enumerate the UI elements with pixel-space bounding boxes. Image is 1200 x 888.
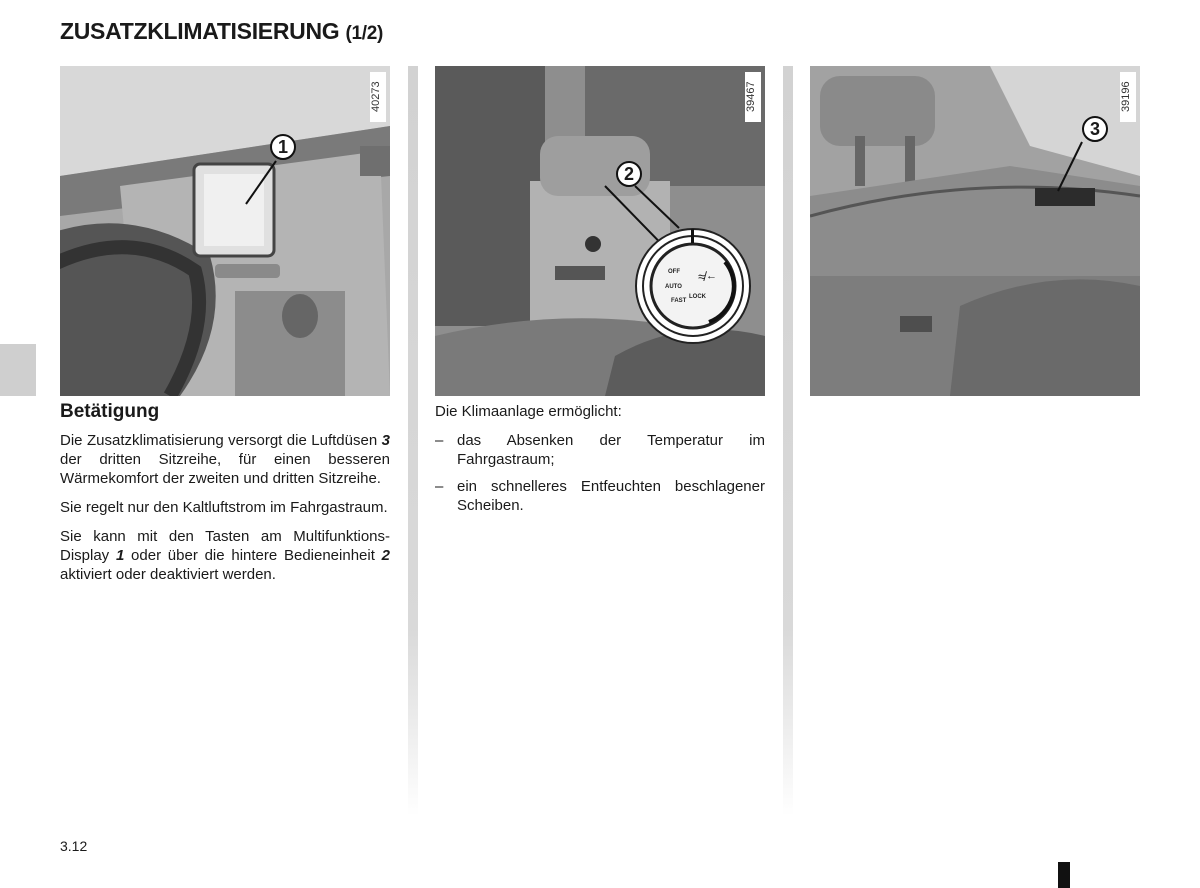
page-corner-mark — [1058, 862, 1070, 888]
page-title — [60, 18, 383, 45]
knob-label-fast: FAST — [671, 298, 687, 304]
page-title-text: ZUSATZKLIMATISIERUNG — [60, 18, 340, 44]
p1-text-a: Die Zusatzklimatisierung versorgt die Luftdüsen — [60, 432, 382, 449]
figure-dashboard — [60, 66, 390, 396]
callout-3: 3 — [1082, 116, 1108, 142]
feature-text: das Absenken der Temperatur im Fahrgastraum; — [457, 432, 765, 468]
knob-label-auto: AUTO — [665, 284, 682, 290]
paragraph-regulation: Sie regelt nur den Kaltluftstrom im Fahrgastraum. — [60, 499, 388, 516]
column-divider-right — [783, 66, 793, 816]
feature-item — [435, 477, 765, 515]
figure-id-3: 39196 — [1120, 72, 1136, 122]
fan-icon: ≉ — [698, 269, 706, 284]
column-operation — [60, 402, 390, 594]
p3-text-a: Sie kann mit den Tasten am Multifunktions-Display — [60, 528, 390, 564]
knob-label-off: OFF — [668, 269, 680, 275]
feature-text: ein schnelleres Entfeuchten beschlagener Scheiben. — [457, 478, 765, 514]
column-divider-left — [408, 66, 418, 816]
airflow-arrow-icon: ← — [706, 270, 717, 282]
paragraph-activation — [60, 527, 390, 584]
feature-item — [435, 431, 765, 469]
figure-rear-console — [435, 66, 765, 396]
callout-1: 1 — [270, 134, 296, 160]
ref-1: 1 — [115, 547, 125, 564]
features-intro: Die Klimaanlage ermöglicht: — [435, 403, 622, 420]
figure-id-2: 39467 — [745, 72, 761, 122]
ref-3: 3 — [381, 432, 390, 449]
page-number: 3.12 — [60, 838, 88, 854]
p3-text-b: oder über die hintere Bedieneinheit — [124, 547, 382, 564]
ref-2: 2 — [381, 547, 390, 564]
knob-label-lock: LOCK — [689, 294, 706, 300]
figure-id-1: 40273 — [370, 72, 386, 122]
callout-2: 2 — [616, 161, 642, 187]
feature-dash: – — [435, 432, 444, 449]
feature-dash: – — [435, 478, 444, 495]
page-title-suffix: (1/2) — [345, 23, 384, 44]
rear-console-illustration — [435, 66, 765, 396]
section-heading-operation: Betätigung — [60, 401, 160, 422]
figure-third-row-vent — [810, 66, 1140, 396]
paragraph-supply — [60, 431, 390, 488]
callout-1-leader — [60, 66, 390, 396]
section-tab — [0, 344, 36, 396]
p1-text-b: der dritten Sitzreihe, für einen besseren Wärmekomfort der zweiten und dritten Sitzreihe. — [60, 451, 390, 487]
p3-text-c: aktiviert oder deaktiviert werden. — [60, 566, 276, 583]
column-features — [435, 402, 765, 523]
